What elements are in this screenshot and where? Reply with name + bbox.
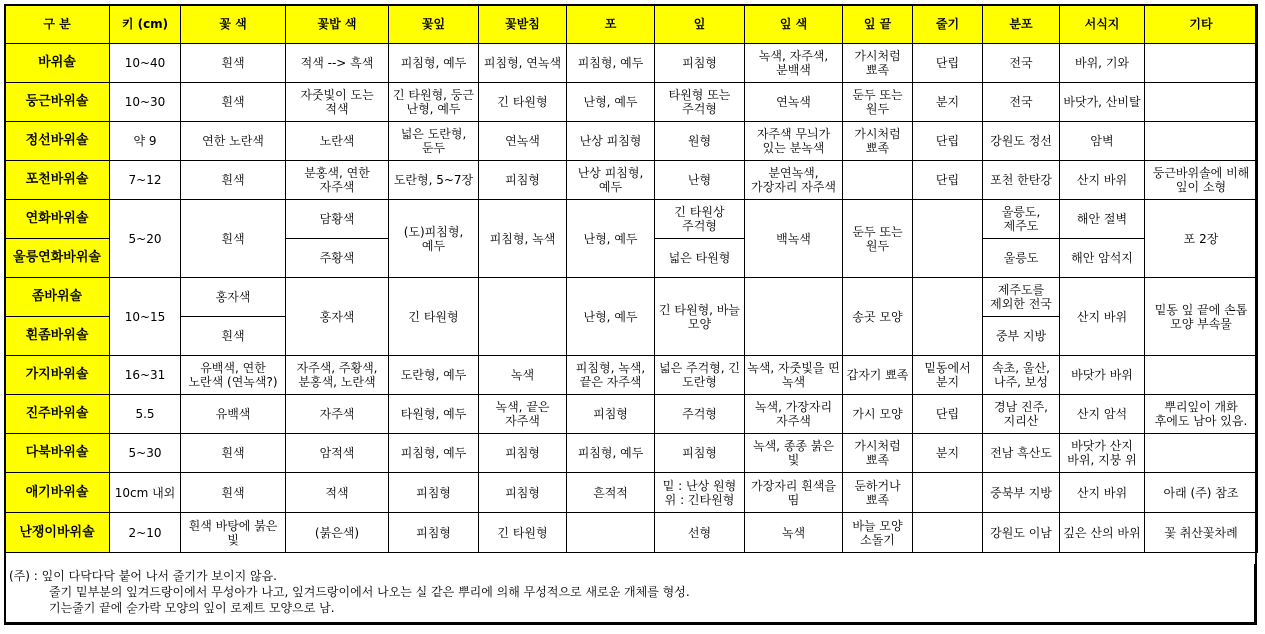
table-cell[interactable]: 녹색, 자주색, 분백색 [745, 44, 843, 83]
table-cell[interactable]: 울릉도 [983, 239, 1060, 278]
table-cell[interactable]: 흰색 바탕에 붉은 빛 [181, 513, 286, 553]
table-cell[interactable]: 바닷가 산지 바위, 지붕 위 [1060, 434, 1145, 473]
table-cell[interactable]: 피침형, 예두 [389, 434, 479, 473]
species-name-cell[interactable]: 울릉연화바위솔 [5, 239, 110, 278]
table-cell[interactable]: 유백색 [181, 395, 286, 434]
table-cell[interactable]: 10cm 내외 [110, 473, 181, 513]
table-cell[interactable]: 자주색 [286, 395, 389, 434]
column-header[interactable]: 꽃받침 [479, 5, 567, 44]
column-header[interactable]: 키 (cm) [110, 5, 181, 44]
species-name-cell[interactable]: 연화바위솔 [5, 200, 110, 239]
table-cell[interactable]: 녹색, 자줏빛을 띤 녹색 [745, 356, 843, 395]
table-cell[interactable]: 연녹색 [479, 122, 567, 161]
table-cell[interactable]: 유백색, 연한 노란색 (연녹색?) [181, 356, 286, 395]
table-cell[interactable]: 난형 [655, 161, 745, 200]
table-cell[interactable]: 피침형 [655, 44, 745, 83]
table-cell[interactable] [1145, 83, 1258, 122]
table-cell[interactable]: 녹색, 가장자리 자주색 [745, 395, 843, 434]
table-cell[interactable]: 원형 [655, 122, 745, 161]
table-cell[interactable]: 암적색 [286, 434, 389, 473]
table-cell[interactable]: 피침형 [479, 161, 567, 200]
table-cell[interactable]: 난형, 예두 [567, 278, 655, 356]
column-header[interactable]: 잎 끝 [843, 5, 913, 44]
table-cell[interactable]: 녹색, 끝은 자주색 [479, 395, 567, 434]
table-cell[interactable] [1145, 356, 1258, 395]
table-row [5, 513, 1258, 553]
table-row [5, 356, 1258, 395]
species-name-cell[interactable]: 둥근바위솔 [5, 83, 110, 122]
table-cell[interactable]: 밑동에서 분지 [913, 356, 983, 395]
table-cell[interactable]: 가시처럼 뾰족 [843, 434, 913, 473]
footnote-3: 기는줄기 끝에 숟가락 모양의 잎이 로제트 모양으로 남. [49, 601, 335, 615]
table-cell[interactable]: 10~40 [110, 44, 181, 83]
table-cell[interactable] [913, 513, 983, 553]
table-cell[interactable]: 산지 바위 [1060, 278, 1145, 356]
table-cell[interactable]: (붉은색) [286, 513, 389, 553]
table-cell[interactable]: 피침형 [655, 434, 745, 473]
table-cell[interactable]: 피침형 [389, 513, 479, 553]
table-cell[interactable]: 긴 타원상 주걱형 [655, 200, 745, 239]
species-name-cell[interactable]: 애기바위솔 [5, 473, 110, 513]
table-cell[interactable]: 경남 진주, 지리산 [983, 395, 1060, 434]
species-name-cell[interactable]: 난쟁이바위솔 [5, 513, 110, 553]
column-header[interactable]: 꽃잎 [389, 5, 479, 44]
column-header[interactable]: 잎 색 [745, 5, 843, 44]
table-cell[interactable]: 5.5 [110, 395, 181, 434]
table-cell[interactable]: 산지 바위 [1060, 473, 1145, 513]
table-cell[interactable]: 강원도 정선 [983, 122, 1060, 161]
table-cell[interactable]: 울릉도, 제주도 [983, 200, 1060, 239]
table-row [5, 122, 1258, 161]
table-cell[interactable]: 해안 절벽 [1060, 200, 1145, 239]
table-cell[interactable]: 10~15 [110, 278, 181, 356]
table-cell[interactable]: 가시처럼 뾰족 [843, 44, 913, 83]
column-header[interactable]: 구 분 [5, 5, 110, 44]
table-cell[interactable]: 주걱형 [655, 395, 745, 434]
table-cell[interactable]: 연녹색 [745, 83, 843, 122]
table-cell[interactable]: 흰색 [181, 83, 286, 122]
table-cell[interactable]: 넓은 도란형, 둔두 [389, 122, 479, 161]
table-cell[interactable]: 둔하거나 뾰족 [843, 473, 913, 513]
table-cell[interactable]: (도)피침형, 예두 [389, 200, 479, 278]
table-cell[interactable]: 노란색 [286, 122, 389, 161]
table-cell[interactable]: 긴 타원형 [479, 83, 567, 122]
table-cell[interactable] [567, 513, 655, 553]
table-cell[interactable]: 긴 타원형, 바늘 모양 [655, 278, 745, 356]
table-cell[interactable]: 가시 모양 [843, 395, 913, 434]
table-cell[interactable]: 녹색 [745, 513, 843, 553]
footnote-1: (주) : 잎이 다닥다닥 붙어 나서 줄기가 보이지 않음. [9, 569, 277, 583]
footnotes [4, 564, 1255, 623]
table-cell[interactable]: 흰색 [181, 434, 286, 473]
table-cell[interactable]: 주황색 [286, 239, 389, 278]
column-header[interactable]: 서식지 [1060, 5, 1145, 44]
table-cell[interactable]: 녹색 [479, 356, 567, 395]
table-cell[interactable]: 중북부 지방 [983, 473, 1060, 513]
table-cell[interactable]: 강원도 이남 [983, 513, 1060, 553]
table-cell[interactable]: 피침형, 예두 [567, 434, 655, 473]
species-name-cell[interactable]: 가지바위솔 [5, 356, 110, 395]
table-row [5, 161, 1258, 200]
table-cell[interactable]: 도란형, 예두 [389, 356, 479, 395]
table-cell[interactable]: 넓은 타원형 [655, 239, 745, 278]
species-name-cell[interactable]: 진주바위솔 [5, 395, 110, 434]
column-header[interactable]: 꽃밥 색 [286, 5, 389, 44]
table-cell[interactable]: 피침형, 연녹색 [479, 44, 567, 83]
table-cell[interactable]: 흰색 [181, 473, 286, 513]
table-cell[interactable]: 선형 [655, 513, 745, 553]
column-header[interactable]: 꽃 색 [181, 5, 286, 44]
table-cell[interactable]: 피침형, 녹색, 끝은 자주색 [567, 356, 655, 395]
column-header[interactable]: 줄기 [913, 5, 983, 44]
table-cell[interactable] [479, 278, 567, 356]
table-cell[interactable]: 뿌리잎이 개화 후에도 남아 있음. [1145, 395, 1258, 434]
table-cell[interactable]: 피침형 [479, 473, 567, 513]
table-cell[interactable]: 홍자색 [181, 278, 286, 317]
table-cell[interactable] [745, 278, 843, 356]
table-row [5, 83, 1258, 122]
table-cell[interactable]: 깊은 산의 바위 [1060, 513, 1145, 553]
table-cell[interactable]: 난상 피침형 [567, 122, 655, 161]
table-cell[interactable]: 16~31 [110, 356, 181, 395]
table-row [5, 434, 1258, 473]
table-cell[interactable]: 둔두 또는 원두 [843, 200, 913, 278]
table-cell[interactable]: 난형, 예두 [567, 83, 655, 122]
table-cell[interactable]: 전국 [983, 44, 1060, 83]
table-cell[interactable]: 흰색 [181, 161, 286, 200]
table-cell[interactable]: 바닷가 바위 [1060, 356, 1145, 395]
table-cell[interactable]: 산지 암석 [1060, 395, 1145, 434]
table-cell[interactable]: 중부 지방 [983, 317, 1060, 356]
species-name-cell[interactable]: 좀바위솔 [5, 278, 110, 317]
column-header[interactable]: 포 [567, 5, 655, 44]
table-cell[interactable]: 분연녹색, 가장자리 자주색 [745, 161, 843, 200]
table-cell[interactable]: 송곳 모양 [843, 278, 913, 356]
footnote-2: 줄기 밑부분의 잎겨드랑이에서 무성아가 나고, 잎겨드랑이에서 나오는 실 같은 뿌리에 의해 무성적으로 새로운 개체를 형성. [49, 585, 690, 599]
table-cell[interactable]: 5~20 [110, 200, 181, 278]
table-cell[interactable]: 자주색, 주황색, 분홍색, 노란색 [286, 356, 389, 395]
table-row [5, 395, 1258, 434]
table-cell[interactable] [1145, 44, 1258, 83]
table-cell[interactable]: 분지 [913, 83, 983, 122]
table-cell[interactable]: 자줏빛이 도는 적색 [286, 83, 389, 122]
table-cell[interactable]: 긴 타원형 [389, 278, 479, 356]
table-cell[interactable]: 타원형, 예두 [389, 395, 479, 434]
table-cell[interactable]: 7~12 [110, 161, 181, 200]
table-cell[interactable]: 단립 [913, 161, 983, 200]
table-cell[interactable]: 피침형, 예두 [567, 44, 655, 83]
species-name-cell[interactable]: 다북바위솔 [5, 434, 110, 473]
column-header[interactable]: 기타 [1145, 5, 1258, 44]
table-cell[interactable]: 단립 [913, 395, 983, 434]
table-cell[interactable]: 해안 암석지 [1060, 239, 1145, 278]
table-cell[interactable]: 5~30 [110, 434, 181, 473]
table-cell[interactable]: 분지 [913, 434, 983, 473]
spreadsheet [4, 4, 1257, 625]
table-cell[interactable]: 난형, 예두 [567, 200, 655, 278]
table-cell[interactable]: 전국 [983, 83, 1060, 122]
table-cell[interactable]: 단립 [913, 122, 983, 161]
table-cell[interactable]: 피침형 [567, 395, 655, 434]
table-cell[interactable]: 아래 (주) 참조 [1145, 473, 1258, 513]
table-cell[interactable] [913, 473, 983, 513]
table-cell[interactable]: 속초, 울산, 나주, 보성 [983, 356, 1060, 395]
table-row [5, 473, 1258, 513]
table-cell[interactable] [913, 200, 983, 278]
table-cell[interactable]: 피침형 [389, 473, 479, 513]
table-cell[interactable]: 10~30 [110, 83, 181, 122]
header-row [5, 5, 1258, 44]
table-cell[interactable]: 분홍색, 연한 자주색 [286, 161, 389, 200]
table-cell[interactable]: 갑자기 뾰족 [843, 356, 913, 395]
table-cell[interactable]: 도란형, 5~7장 [389, 161, 479, 200]
table-cell[interactable]: 피침형 [479, 434, 567, 473]
table-cell[interactable]: 바늘 모양 소돌기 [843, 513, 913, 553]
table-cell[interactable]: 밑 : 난상 원형 위 : 긴타원형 [655, 473, 745, 513]
table-cell[interactable]: 흰색 [181, 200, 286, 278]
table-row [5, 278, 1258, 317]
table-cell[interactable]: 백녹색 [745, 200, 843, 278]
column-header[interactable]: 분포 [983, 5, 1060, 44]
table-cell[interactable]: 흰색 [181, 317, 286, 356]
table-cell[interactable]: 타원형 또는 주걱형 [655, 83, 745, 122]
table-cell[interactable]: 산지 바위 [1060, 161, 1145, 200]
table-cell[interactable]: 암벽 [1060, 122, 1145, 161]
table-cell[interactable]: 약 9 [110, 122, 181, 161]
table-cell[interactable]: 연한 노란색 [181, 122, 286, 161]
species-name-cell[interactable]: 정선바위솔 [5, 122, 110, 161]
table-cell[interactable]: 피침형, 녹색 [479, 200, 567, 278]
table-cell[interactable] [1145, 434, 1258, 473]
table-cell[interactable]: 흰색 [181, 44, 286, 83]
table-cell[interactable] [843, 161, 913, 200]
table-cell[interactable]: 둥근바위솔에 비해 잎이 소형 [1145, 161, 1258, 200]
table-cell[interactable]: 밑동 잎 끝에 손톱 모양 부속물 [1145, 278, 1258, 356]
table-cell[interactable]: 2~10 [110, 513, 181, 553]
table-cell[interactable]: 바닷가, 산비탈 [1060, 83, 1145, 122]
table-cell[interactable]: 난상 피침형, 예두 [567, 161, 655, 200]
species-table [4, 4, 1258, 553]
table-cell[interactable] [913, 278, 983, 356]
table-cell[interactable]: 담황색 [286, 200, 389, 239]
table-cell[interactable]: 꽃 취산꽃차례 [1145, 513, 1258, 553]
table-cell[interactable]: 단립 [913, 44, 983, 83]
table-cell[interactable]: 긴 타원형, 둥근 난형, 예두 [389, 83, 479, 122]
table-cell[interactable]: 넓은 주걱형, 긴 도란형 [655, 356, 745, 395]
table-cell[interactable]: 전남 흑산도 [983, 434, 1060, 473]
table-cell[interactable]: 포천 한탄강 [983, 161, 1060, 200]
species-name-cell[interactable]: 흰좀바위솔 [5, 317, 110, 356]
table-cell[interactable]: 바위, 기와 [1060, 44, 1145, 83]
table-row [5, 200, 1258, 239]
table-row [5, 44, 1258, 83]
table-cell[interactable]: 가장자리 흰색을 띰 [745, 473, 843, 513]
table-cell[interactable]: 적색 --> 흑색 [286, 44, 389, 83]
table-cell[interactable]: 적색 [286, 473, 389, 513]
table-cell[interactable]: 자주색 무늬가 있는 분녹색 [745, 122, 843, 161]
table-cell[interactable]: 둔두 또는 원두 [843, 83, 913, 122]
table-cell[interactable]: 흔적적 [567, 473, 655, 513]
table-cell[interactable] [1145, 122, 1258, 161]
table-cell[interactable]: 녹색, 종종 붉은 빛 [745, 434, 843, 473]
table-cell[interactable]: 홍자색 [286, 278, 389, 356]
table-cell[interactable]: 포 2장 [1145, 200, 1258, 278]
column-header[interactable]: 잎 [655, 5, 745, 44]
table-cell[interactable]: 제주도를 제외한 전국 [983, 278, 1060, 317]
table-cell[interactable]: 피침형, 예두 [389, 44, 479, 83]
table-cell[interactable]: 긴 타원형 [479, 513, 567, 553]
species-name-cell[interactable]: 포천바위솔 [5, 161, 110, 200]
species-name-cell[interactable]: 바위솔 [5, 44, 110, 83]
table-cell[interactable]: 가시처럼 뾰족 [843, 122, 913, 161]
